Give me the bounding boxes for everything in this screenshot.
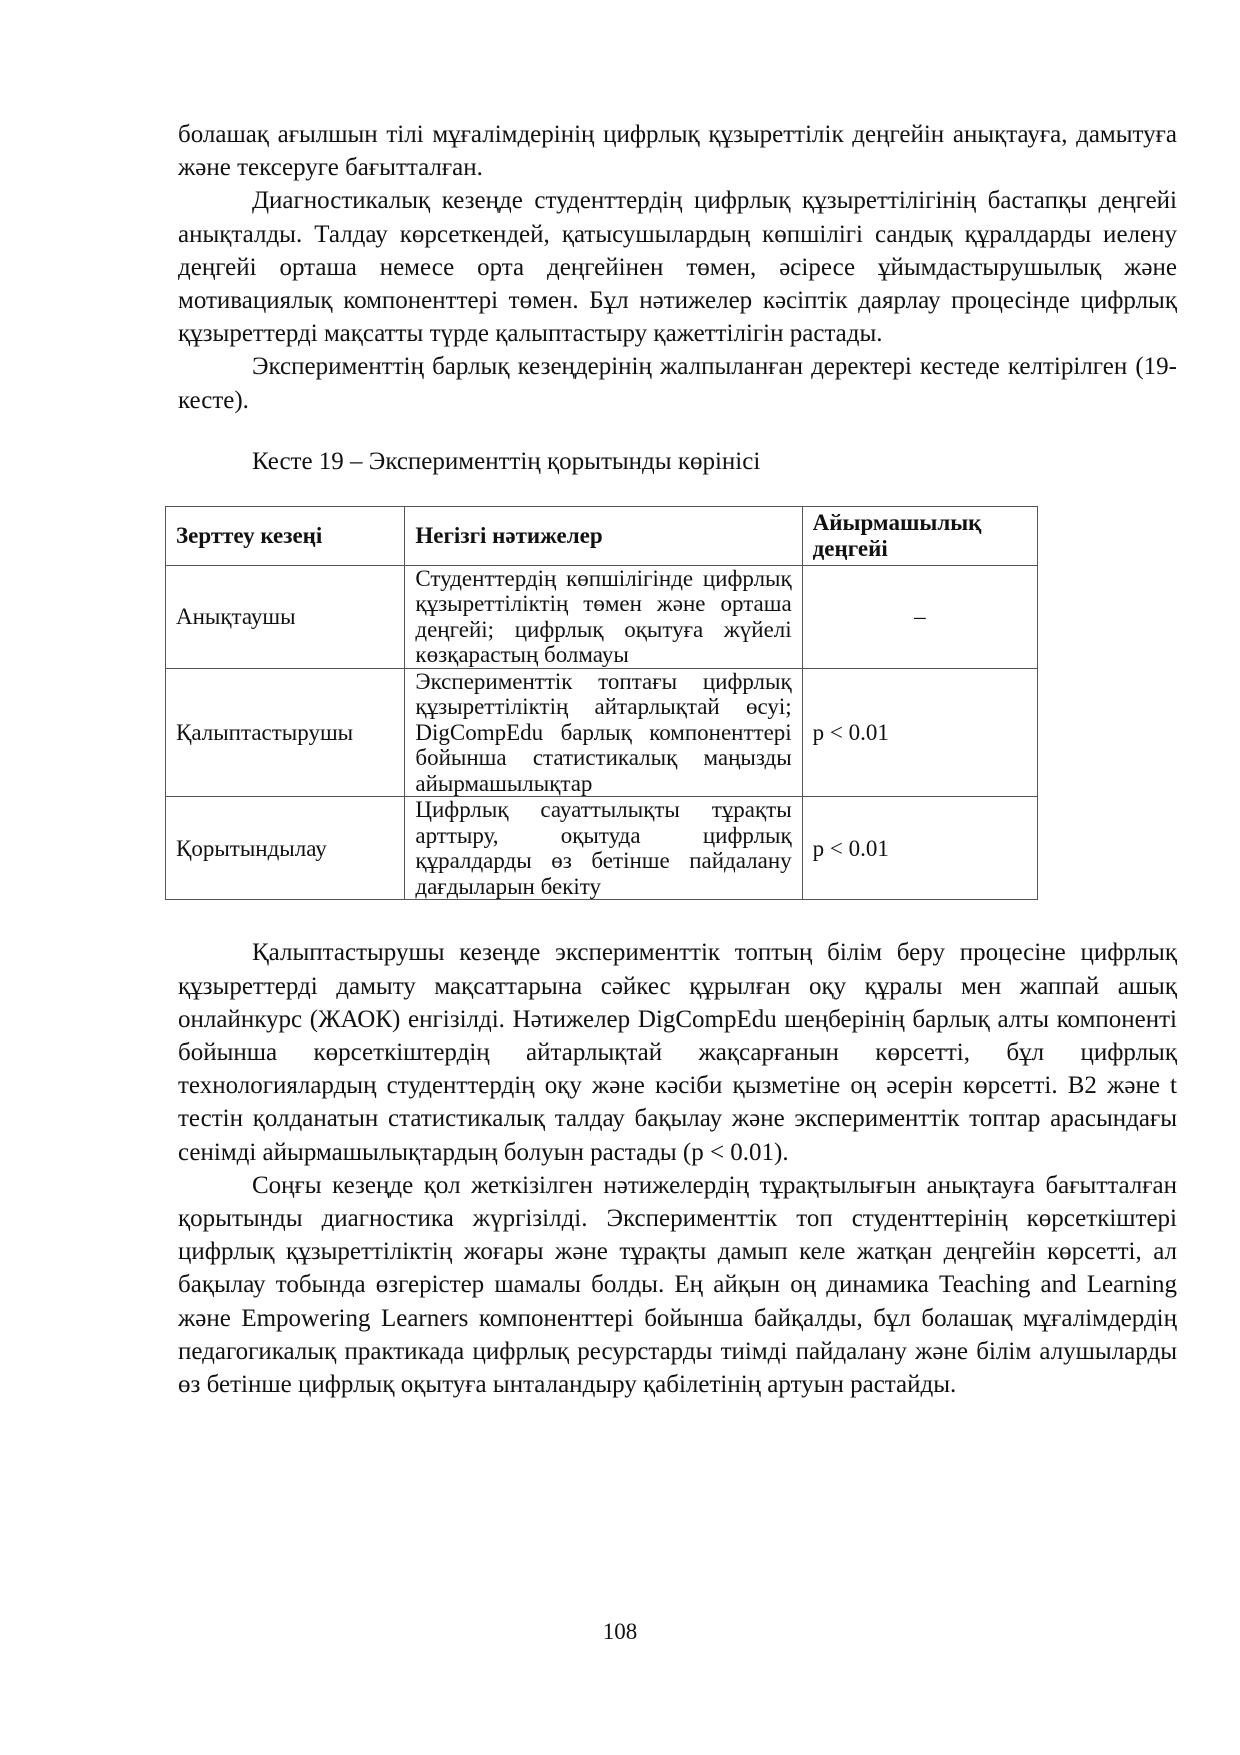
table-row: [166, 668, 1038, 797]
cell-results: Цифрлық сауаттылықты тұрақты арттыру, оқытуда цифрлық құралдарды өз бетінше пайдалану дағдыларын бекіту: [405, 797, 802, 900]
cell-difference: p < 0.01: [802, 668, 1037, 797]
paragraph-formative-stage: Қалыптастырушы кезеңде эксперименттік топтың білім беру процесіне цифрлық құзыреттерді дамыту мақсаттарына сәйкес құрылған оқу құралы мен жаппай ашық онлайнкурс (ЖАОК) енгізілді. Нәтижелер DigCompEdu шеңберінің барлық алты компоненті бойынша көрсеткіштердің айтарлықтай жақсарғанын көрсетті, бұл цифрлық технологиялардың студенттердің оқу және кәсіби қызметіне оң әсерін көрсетті. B2 және t тестін қолданатын статистикалық талдау бақылау және эксперименттік топтар арасындағы сенімді айырмашылықтардың болуын растады (p < 0.01).: [178, 939, 1177, 1166]
cell-difference: –: [802, 565, 1037, 668]
table-header-row: [166, 506, 1038, 565]
page-number: 108: [602, 1619, 638, 1644]
paragraph-table-reference: Эксперименттің барлық кезеңдерінің жалпыланған деректері кестеде келтірілген (19- кесте).: [178, 353, 1177, 414]
cell-stage: Қалыптастырушы: [166, 668, 405, 797]
paragraph-continuation: болашақ ағылшын тілі мұғалімдерінің цифрлық құзыреттілік деңгейін анықтауға, дамытуға және тексеруге бағытталған.: [178, 121, 1177, 182]
cell-results: Эксперименттік топтағы цифрлық құзыреттіліктің айтарлықтай өсуі; DigCompEdu барлық компоненттері бойынша статистикалық маңызды айырмашылықтар: [405, 668, 802, 797]
cell-stage: Қорытындылау: [166, 797, 405, 900]
header-research-stage: Зерттеу кезеңі: [166, 506, 405, 565]
header-difference-level: Айырмашылық деңгейі: [802, 506, 1037, 565]
paragraph-diagnostic-stage: Диагностикалық кезеңде студенттердің цифрлық құзыреттілігінің бастапқы деңгейі анықталды. Талдау көрсеткендей, қатысушылардың көпшілігі сандық құралдарды иелену деңгейі орташа немесе орта деңгейінен төмен, әсіресе ұйымдастырушылық және мотивациялық компоненттері төмен. Бұл нәтижелер кәсіптік даярлау процесінде цифрлық құзыреттерді мақсатты түрде қалыптастыру қажеттілігін растады.: [178, 187, 1177, 348]
table-row: [166, 565, 1038, 668]
table-caption: Кесте 19 – Эксперименттің қорытынды көрінісі: [252, 447, 761, 475]
results-table: [165, 506, 1038, 901]
header-main-results: Негізгі нәтижелер: [405, 506, 802, 565]
table-row: [166, 797, 1038, 900]
document-page: [178, 118, 1177, 1401]
cell-difference: p < 0.01: [802, 797, 1037, 900]
cell-stage: Анықтаушы: [166, 565, 405, 668]
cell-results: Студенттердің көпшілігінде цифрлық құзыреттіліктің төмен және орташа деңгейі; цифрлық оқытуға жүйелі көзқарастың болмауы: [405, 565, 802, 668]
paragraph-final-stage: Соңғы кезеңде қол жеткізілген нәтижелердің тұрақтылығын анықтауға бағытталған қорытынды диагностика жүргізілді. Эксперименттік топ студенттерінің көрсеткіштері цифрлық құзыреттіліктің жоғары және тұрақты дамып келе жатқан деңгейін көрсетті, ал бақылау тобында өзгерістер шамалы болды. Ең айқын оң динамика Teaching and Learning және Empowering Learners компоненттері бойынша байқалды, бұл болашақ мұғалімдердің педагогикалық практикада цифрлық ресурстарды тиімді пайдалану және білім алушыларды өз бетінше цифрлық оқытуға ынталандыру қабілетінің артуын растайды.: [178, 1171, 1177, 1398]
